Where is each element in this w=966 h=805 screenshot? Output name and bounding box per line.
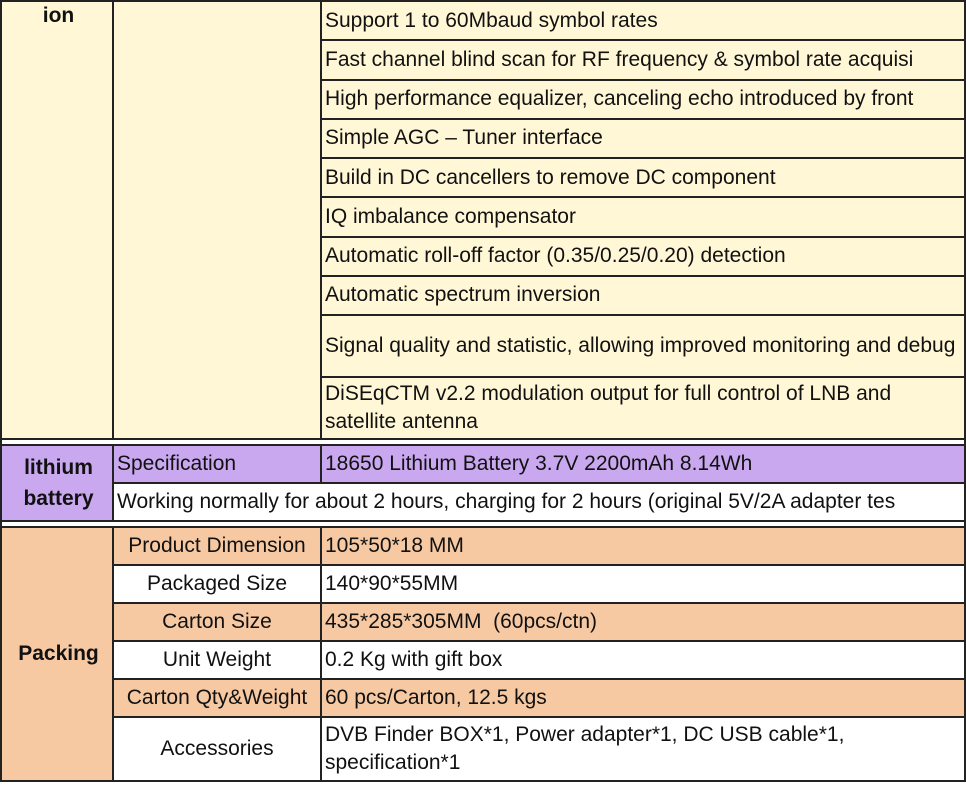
features-section	[1, 1, 965, 439]
packing-row-label: Carton Size	[113, 603, 321, 641]
packing-row	[1, 717, 965, 781]
battery-spec-label: Specification	[113, 445, 321, 483]
packing-row-value: 435*285*305MM (60pcs/ctn)	[321, 603, 965, 641]
feature-item: Automatic spectrum inversion	[321, 276, 965, 315]
feature-item: Fast channel blind scan for RF frequency & symbol rate acquisi	[321, 40, 965, 79]
packing-category-label: Packing	[1, 527, 113, 781]
feature-item: High performance equalizer, canceling echo introduced by front	[321, 80, 965, 119]
feature-item: Automatic roll-off factor (0.35/0.25/0.20) detection	[321, 237, 965, 276]
packing-row-label: Unit Weight	[113, 641, 321, 679]
battery-note-row	[1, 483, 965, 521]
packing-row	[1, 641, 965, 679]
feature-item: Signal quality and statistic, allowing improved monitoring and debug	[321, 315, 965, 377]
battery-working-note: Working normally for about 2 hours, charging for 2 hours (original 5V/2A adapter tes	[113, 483, 965, 521]
packing-row-value: DVB Finder BOX*1, Power adapter*1, DC USB cable*1, specification*1	[321, 717, 965, 781]
packing-row-value: 105*50*18 MM	[321, 527, 965, 565]
feature-item: IQ imbalance compensator	[321, 197, 965, 236]
packing-row	[1, 527, 965, 565]
packing-row-label: Product Dimension	[113, 527, 321, 565]
feature-item: Support 1 to 60Mbaud symbol rates	[321, 1, 965, 40]
feature-item: Simple AGC – Tuner interface	[321, 119, 965, 158]
packing-row-value: 60 pcs/Carton, 12.5 kgs	[321, 679, 965, 717]
features-subcategory-cell	[113, 1, 321, 439]
packing-row-value: 0.2 Kg with gift box	[321, 641, 965, 679]
feature-row	[1, 1, 965, 40]
packing-row-label: Carton Qty&Weight	[113, 679, 321, 717]
battery-spec-row	[1, 445, 965, 483]
battery-section	[1, 445, 965, 521]
packing-row	[1, 679, 965, 717]
packing-row-label: Accessories	[113, 717, 321, 781]
feature-item: Build in DC cancellers to remove DC component	[321, 158, 965, 197]
feature-item: DiSEqCTM v2.2 modulation output for full control of LNB and satellite antenna	[321, 377, 965, 439]
packing-section	[1, 527, 965, 781]
battery-category-label: lithium battery	[1, 445, 113, 521]
battery-spec-value: 18650 Lithium Battery 3.7V 2200mAh 8.14Wh	[321, 445, 965, 483]
packing-row	[1, 603, 965, 641]
features-category-label: ion	[1, 1, 113, 439]
packing-row-label: Packaged Size	[113, 565, 321, 603]
packing-row-value: 140*90*55MM	[321, 565, 965, 603]
packing-row	[1, 565, 965, 603]
